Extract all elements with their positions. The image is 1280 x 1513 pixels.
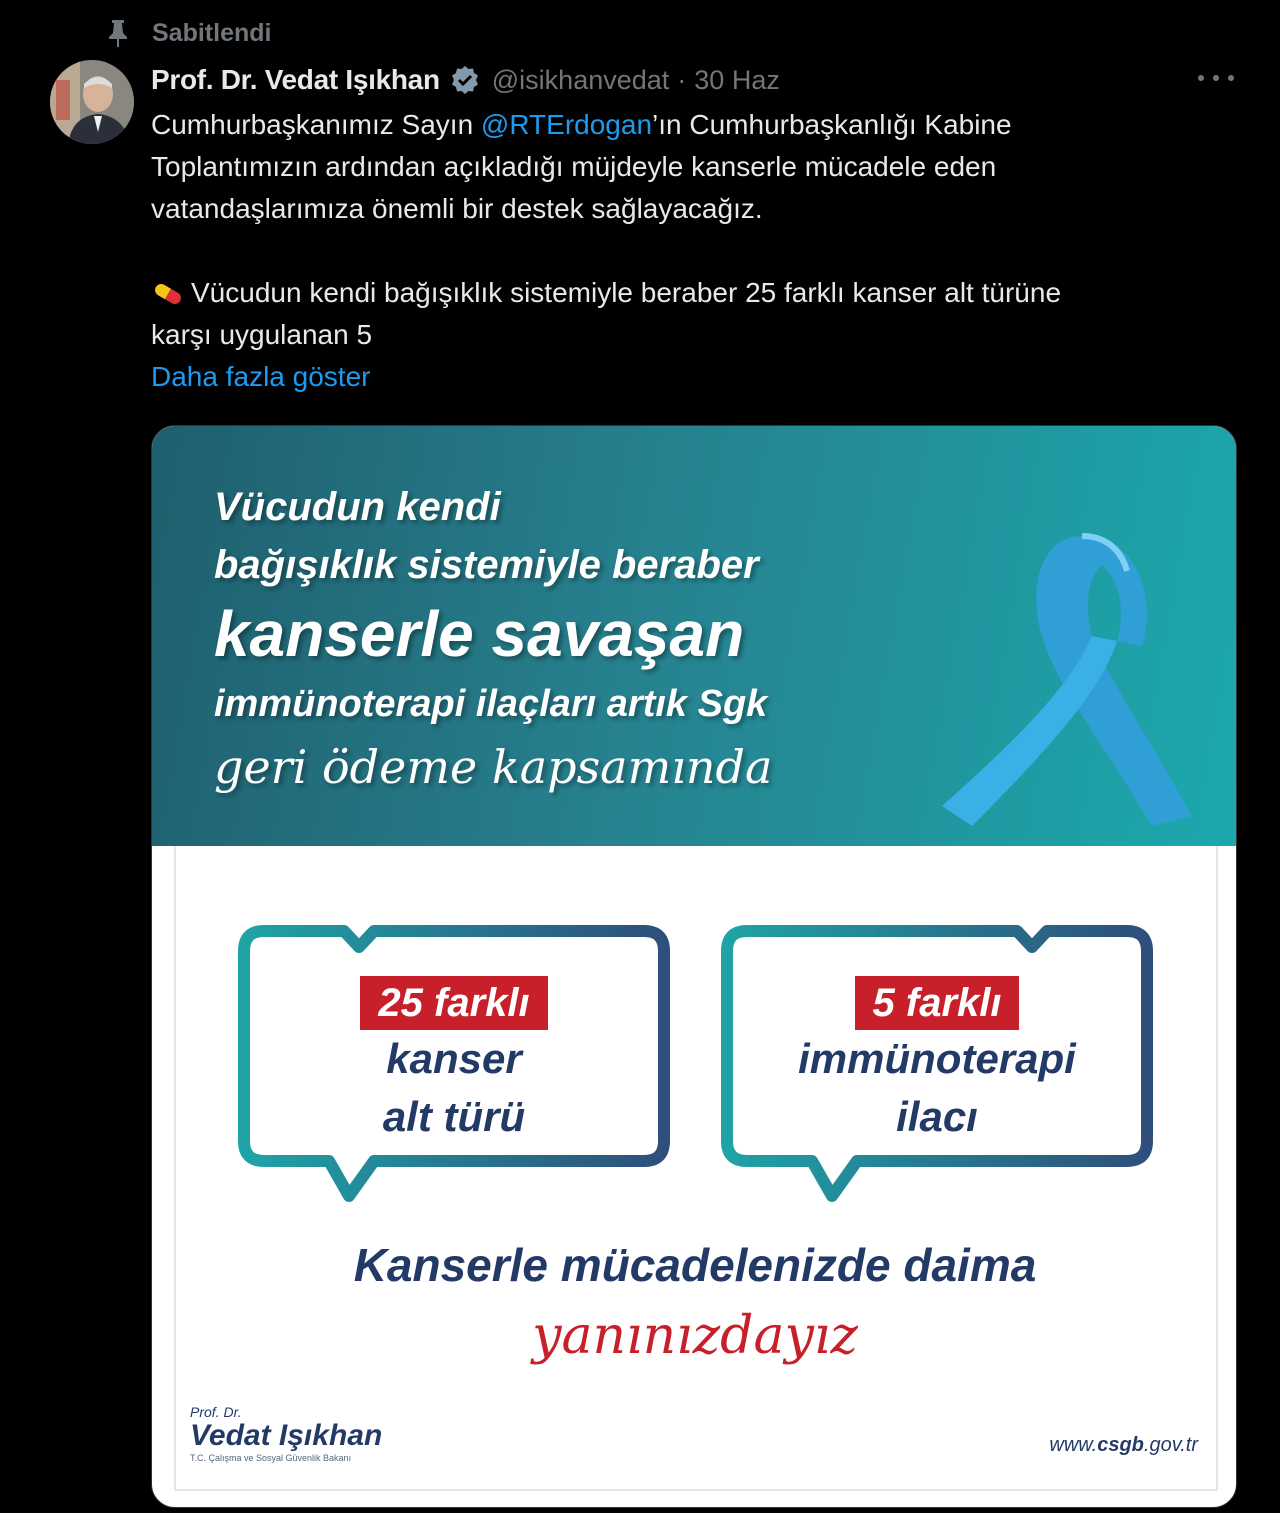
bubble-2-line-1: immünoterapi <box>798 1035 1076 1082</box>
mention-link[interactable]: @RTErdogan <box>480 109 653 140</box>
tweet-text-segment: Vücudun kendi bağışıklık sistemiyle beraber 25 farklı kanser alt türüne <box>191 277 1062 308</box>
tweet-text <box>151 104 1231 398</box>
banner-line-4: immünoterapi ilaçları artık Sgk <box>214 683 768 725</box>
banner-headline <box>214 478 772 800</box>
author-name[interactable]: Prof. Dr. Vedat Işıkhan <box>151 64 440 95</box>
banner-line-2: bağışıklık sistemiyle beraber <box>214 543 759 587</box>
site-url <box>1049 1434 1198 1457</box>
verified-badge-icon[interactable] <box>450 65 480 95</box>
bubble-2-line-2: ilacı <box>896 1093 978 1140</box>
pinned-indicator <box>104 16 271 50</box>
logo-subtitle: T.C. Çalışma ve Sosyal Güvenlik Bakanı <box>190 1453 352 1463</box>
tweet-date[interactable]: 30 Haz <box>694 64 780 95</box>
tweet-text-segment: ’ın Cumhurbaşkanlığı Kabine <box>652 109 1012 140</box>
banner-line-3: kanserle savaşan <box>214 598 745 670</box>
speech-bubble-cancer-types <box>234 921 674 1171</box>
logo-title: Prof. Dr. <box>190 1404 242 1420</box>
pill-emoji-icon <box>151 284 185 304</box>
site-domain: csgb <box>1097 1434 1144 1456</box>
banner-line-1: Vücudun kendi <box>214 485 501 529</box>
author-handle[interactable]: @isikhanvedat <box>491 64 670 95</box>
separator-dot: · <box>677 64 687 95</box>
bubble-1-tag: 25 farklı <box>360 976 547 1030</box>
avatar[interactable] <box>50 60 134 144</box>
pin-icon <box>104 18 132 48</box>
logo-name: Vedat Işıkhan <box>190 1419 383 1452</box>
bubble-1-line-2: alt türü <box>382 1093 526 1140</box>
tweet-media-image[interactable] <box>151 425 1237 1508</box>
closing-line-1: Kanserle mücadelenizde daima <box>353 1239 1037 1291</box>
tweet-line-4 <box>151 272 1231 314</box>
tweet-line-1 <box>151 104 1231 146</box>
tweet-line-5: karşı uygulanan 5 <box>151 319 373 350</box>
site-prefix: www. <box>1049 1434 1098 1456</box>
banner-line-5: geri ödeme kapsamında <box>214 740 773 794</box>
show-more-link[interactable]: Daha fazla göster <box>151 361 371 392</box>
bubble-1-line-1: kanser <box>386 1035 522 1082</box>
minister-logo <box>190 1404 382 1464</box>
awareness-ribbon-icon <box>942 526 1222 846</box>
pinned-label: Sabitlendi <box>152 18 272 47</box>
tweet-text-segment: Cumhurbaşkanımız Sayın <box>151 109 481 140</box>
bubble-2-tag: 5 farklı <box>855 976 1020 1030</box>
media-banner <box>152 426 1236 846</box>
site-suffix: .gov.tr <box>1143 1434 1198 1456</box>
more-options-icon[interactable] <box>1198 66 1234 90</box>
tweet-line-3: vatandaşlarımıza önemli bir destek sağlayacağız. <box>151 193 763 224</box>
tweet-header <box>151 60 780 100</box>
closing-line-2: yanınızdayız <box>532 1306 858 1366</box>
tweet-line-2: Toplantımızın ardından açıkladığı müjdeyle kanserle mücadele eden <box>151 151 997 182</box>
speech-bubble-drugs <box>717 921 1157 1171</box>
